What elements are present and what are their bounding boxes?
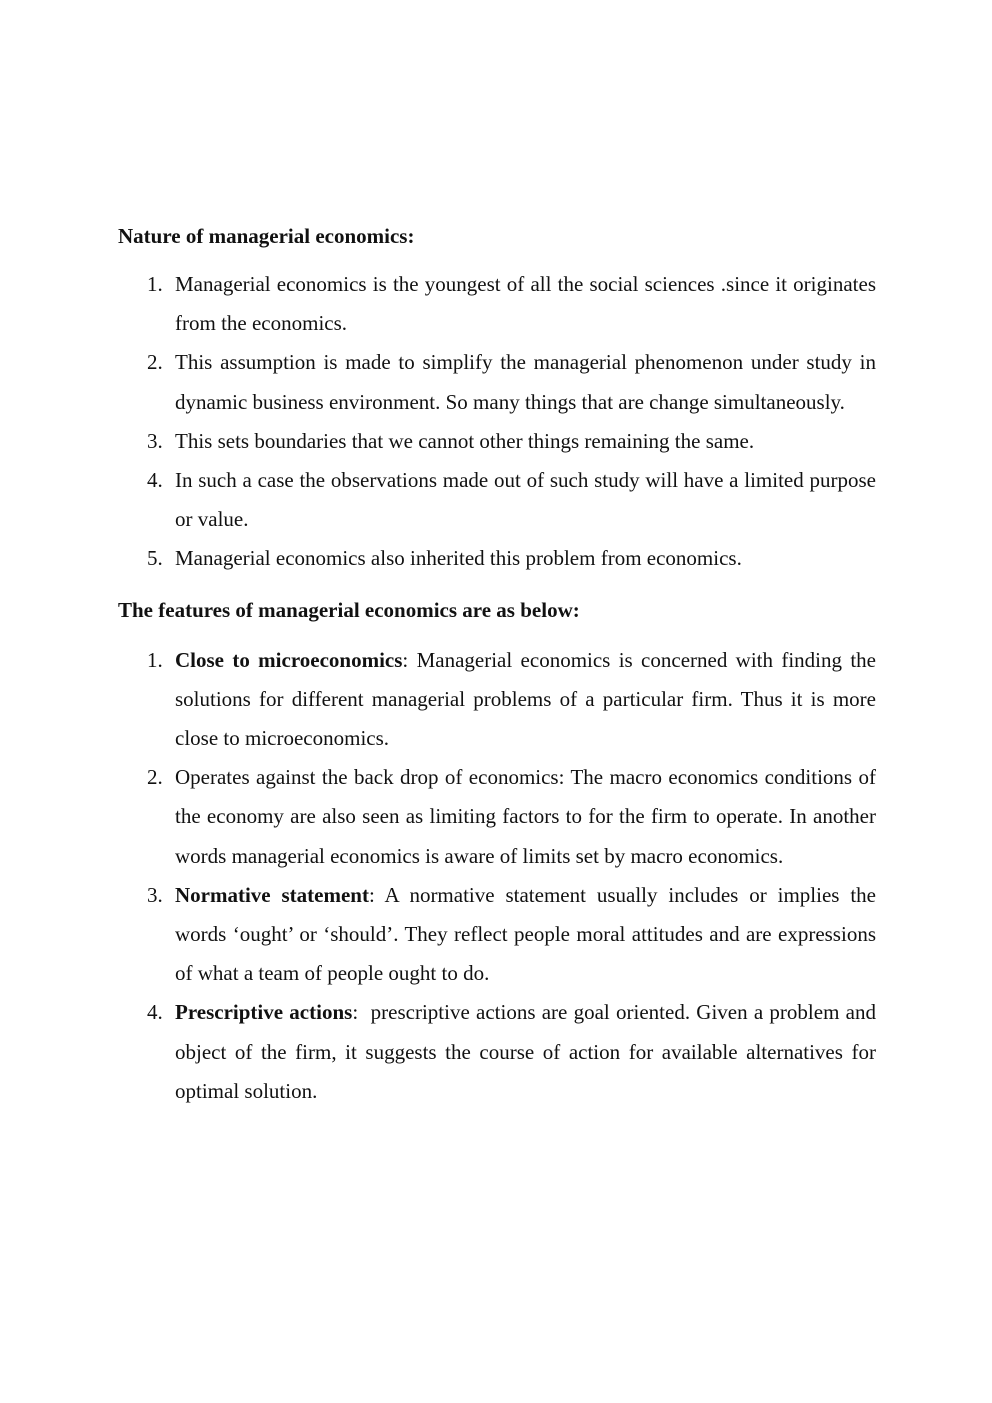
item-number: 4. <box>147 1000 163 1025</box>
list-item <box>118 758 876 876</box>
item-number: 2. <box>147 350 163 375</box>
item-number: 2. <box>147 765 163 790</box>
item-separator: : <box>368 882 385 907</box>
item-text: Managerial economics is the youngest of all the social sciences .since it originates from the economics. <box>175 272 876 336</box>
item-separator: : <box>402 647 417 672</box>
section-heading-features: The features of managerial economics are as below: <box>118 597 580 622</box>
item-text: This sets boundaries that we cannot other things remaining the same. <box>175 428 755 453</box>
item-number: 3. <box>147 428 163 453</box>
item-number: 3. <box>147 882 163 907</box>
list-item <box>118 343 876 421</box>
item-number: 1. <box>147 647 163 672</box>
item-text: prescriptive actions are goal oriented. Given a problem and object of the firm, it suggests the course of action for available alternatives for optimal solution. <box>175 1000 876 1103</box>
item-separator: : <box>352 1000 371 1025</box>
item-number: 1. <box>147 272 163 296</box>
features-list <box>118 641 876 1111</box>
list-item <box>118 539 876 578</box>
item-text: A normative statement usually includes or implies the words ‘ought’ or ‘should’. They reflect people moral attitudes and are expressions of what a team of people ought to do. <box>175 882 876 986</box>
item-text: Managerial economics also inherited this problem from economics. <box>175 546 742 571</box>
list-item <box>118 993 876 1111</box>
section-heading-nature: Nature of managerial economics: <box>118 224 415 248</box>
item-text: This assumption is made to simplify the managerial phenomenon under study in dynamic business environment. So many things that are change simultaneously. <box>175 350 876 414</box>
item-term: Normative statement <box>175 882 369 907</box>
list-item <box>118 265 876 343</box>
item-term: Close to microeconomics <box>175 647 403 672</box>
item-term: Prescriptive actions <box>175 1000 353 1025</box>
list-item <box>118 422 876 461</box>
item-text: In such a case the observations made out of such study will have a limited purpose or value. <box>175 468 876 532</box>
list-item <box>118 461 876 539</box>
item-text: Managerial economics is concerned with finding the solutions for different managerial problems of a particular firm. Thus it is more close to microeconomics. <box>175 647 877 751</box>
list-item <box>118 876 876 994</box>
nature-list <box>118 265 876 579</box>
list-item <box>118 641 876 759</box>
item-number: 5. <box>147 546 163 571</box>
document-page <box>118 222 876 1111</box>
item-number: 4. <box>147 468 163 493</box>
item-text: Operates against the back drop of economics: The macro economics conditions of the economy are also seen as limiting factors to for the firm to operate. In another words managerial economics is aware of limits set by macro economics. <box>175 765 876 868</box>
